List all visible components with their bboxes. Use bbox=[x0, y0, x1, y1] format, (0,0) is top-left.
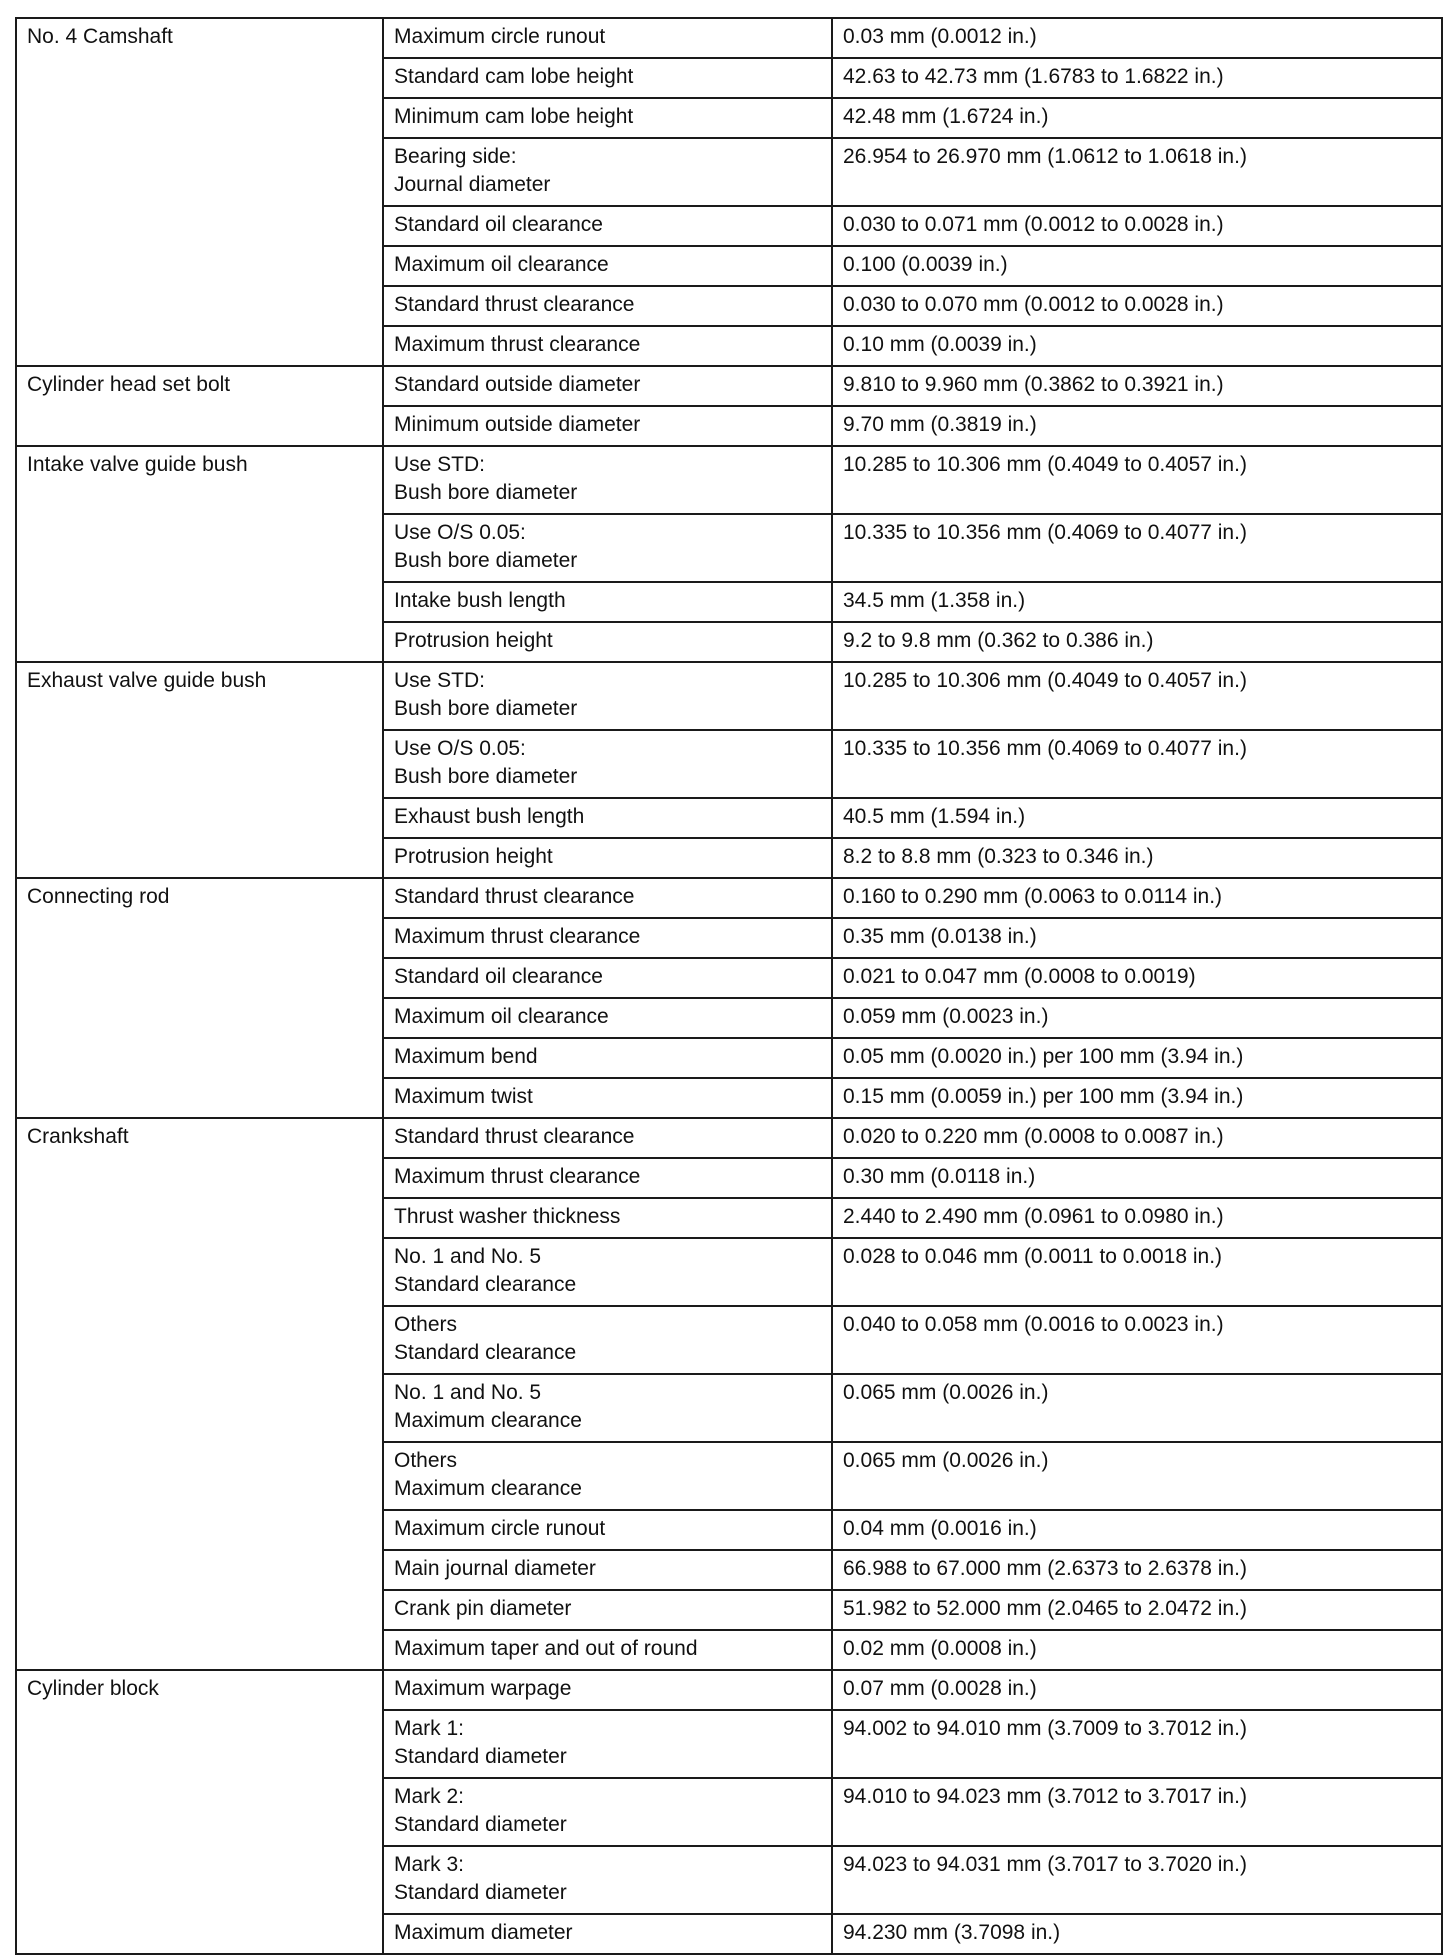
spec-item: No. 1 and No. 5 Maximum clearance bbox=[383, 1374, 832, 1442]
spec-item: Use STD: Bush bore diameter bbox=[383, 662, 832, 730]
spec-item: No. 1 and No. 5 Standard clearance bbox=[383, 1238, 832, 1306]
table-row bbox=[16, 366, 1442, 406]
spec-item: Mark 2: Standard diameter bbox=[383, 1778, 832, 1846]
spec-value: 0.07 mm (0.0028 in.) bbox=[832, 1670, 1442, 1710]
spec-item: Minimum outside diameter bbox=[383, 406, 832, 446]
spec-value: 94.002 to 94.010 mm (3.7009 to 3.7012 in.) bbox=[832, 1710, 1442, 1778]
spec-item: Crank pin diameter bbox=[383, 1590, 832, 1630]
spec-item: Standard cam lobe height bbox=[383, 58, 832, 98]
spec-value: 42.63 to 42.73 mm (1.6783 to 1.6822 in.) bbox=[832, 58, 1442, 98]
spec-value: 26.954 to 26.970 mm (1.0612 to 1.0618 in.) bbox=[832, 138, 1442, 206]
component-name: Cylinder block bbox=[16, 1670, 383, 1954]
spec-value: 94.230 mm (3.7098 in.) bbox=[832, 1914, 1442, 1954]
spec-item: Standard thrust clearance bbox=[383, 286, 832, 326]
spec-item: Protrusion height bbox=[383, 838, 832, 878]
spec-item: Maximum circle runout bbox=[383, 1510, 832, 1550]
spec-item: Maximum thrust clearance bbox=[383, 1158, 832, 1198]
spec-value: 0.028 to 0.046 mm (0.0011 to 0.0018 in.) bbox=[832, 1238, 1442, 1306]
spec-item: Main journal diameter bbox=[383, 1550, 832, 1590]
spec-item: Maximum thrust clearance bbox=[383, 918, 832, 958]
spec-item: Maximum oil clearance bbox=[383, 246, 832, 286]
table-row bbox=[16, 1670, 1442, 1710]
spec-item: Standard oil clearance bbox=[383, 958, 832, 998]
spec-value: 40.5 mm (1.594 in.) bbox=[832, 798, 1442, 838]
spec-item: Maximum bend bbox=[383, 1038, 832, 1078]
spec-value: 9.70 mm (0.3819 in.) bbox=[832, 406, 1442, 446]
spec-value: 0.04 mm (0.0016 in.) bbox=[832, 1510, 1442, 1550]
spec-value: 0.065 mm (0.0026 in.) bbox=[832, 1442, 1442, 1510]
spec-item: Use STD: Bush bore diameter bbox=[383, 446, 832, 514]
table-row bbox=[16, 878, 1442, 918]
spec-value: 9.2 to 9.8 mm (0.362 to 0.386 in.) bbox=[832, 622, 1442, 662]
spec-value: 42.48 mm (1.6724 in.) bbox=[832, 98, 1442, 138]
spec-value: 10.335 to 10.356 mm (0.4069 to 0.4077 in.) bbox=[832, 514, 1442, 582]
spec-item: Others Maximum clearance bbox=[383, 1442, 832, 1510]
spec-value: 2.440 to 2.490 mm (0.0961 to 0.0980 in.) bbox=[832, 1198, 1442, 1238]
spec-value: 0.02 mm (0.0008 in.) bbox=[832, 1630, 1442, 1670]
spec-item: Maximum taper and out of round bbox=[383, 1630, 832, 1670]
spec-item: Maximum twist bbox=[383, 1078, 832, 1118]
spec-value: 0.160 to 0.290 mm (0.0063 to 0.0114 in.) bbox=[832, 878, 1442, 918]
spec-item: Mark 1: Standard diameter bbox=[383, 1710, 832, 1778]
table-row bbox=[16, 662, 1442, 730]
spec-item: Maximum thrust clearance bbox=[383, 326, 832, 366]
specifications-table-body bbox=[16, 18, 1442, 1954]
component-name: Exhaust valve guide bush bbox=[16, 662, 383, 878]
component-name: No. 4 Camshaft bbox=[16, 18, 383, 366]
spec-value: 0.021 to 0.047 mm (0.0008 to 0.0019) bbox=[832, 958, 1442, 998]
spec-value: 0.040 to 0.058 mm (0.0016 to 0.0023 in.) bbox=[832, 1306, 1442, 1374]
spec-value: 8.2 to 8.8 mm (0.323 to 0.346 in.) bbox=[832, 838, 1442, 878]
spec-item: Minimum cam lobe height bbox=[383, 98, 832, 138]
spec-item: Use O/S 0.05: Bush bore diameter bbox=[383, 514, 832, 582]
spec-item: Others Standard clearance bbox=[383, 1306, 832, 1374]
spec-item: Standard thrust clearance bbox=[383, 878, 832, 918]
spec-value: 0.100 (0.0039 in.) bbox=[832, 246, 1442, 286]
spec-item: Mark 3: Standard diameter bbox=[383, 1846, 832, 1914]
spec-value: 0.065 mm (0.0026 in.) bbox=[832, 1374, 1442, 1442]
component-name: Intake valve guide bush bbox=[16, 446, 383, 662]
spec-value: 10.285 to 10.306 mm (0.4049 to 0.4057 in.) bbox=[832, 662, 1442, 730]
spec-value: 10.285 to 10.306 mm (0.4049 to 0.4057 in.) bbox=[832, 446, 1442, 514]
component-name: Crankshaft bbox=[16, 1118, 383, 1670]
spec-value: 0.35 mm (0.0138 in.) bbox=[832, 918, 1442, 958]
spec-item: Thrust washer thickness bbox=[383, 1198, 832, 1238]
spec-value: 0.05 mm (0.0020 in.) per 100 mm (3.94 in.) bbox=[832, 1038, 1442, 1078]
spec-item: Use O/S 0.05: Bush bore diameter bbox=[383, 730, 832, 798]
spec-item: Standard thrust clearance bbox=[383, 1118, 832, 1158]
spec-item: Maximum circle runout bbox=[383, 18, 832, 58]
spec-value: 0.03 mm (0.0012 in.) bbox=[832, 18, 1442, 58]
spec-value: 34.5 mm (1.358 in.) bbox=[832, 582, 1442, 622]
spec-item: Standard outside diameter bbox=[383, 366, 832, 406]
table-row bbox=[16, 18, 1442, 58]
spec-item: Maximum warpage bbox=[383, 1670, 832, 1710]
spec-sheet bbox=[15, 17, 1441, 1955]
component-name: Connecting rod bbox=[16, 878, 383, 1118]
table-row bbox=[16, 446, 1442, 514]
spec-value: 94.010 to 94.023 mm (3.7012 to 3.7017 in.) bbox=[832, 1778, 1442, 1846]
spec-item: Maximum oil clearance bbox=[383, 998, 832, 1038]
spec-value: 0.30 mm (0.0118 in.) bbox=[832, 1158, 1442, 1198]
spec-item: Standard oil clearance bbox=[383, 206, 832, 246]
spec-value: 0.10 mm (0.0039 in.) bbox=[832, 326, 1442, 366]
spec-value: 51.982 to 52.000 mm (2.0465 to 2.0472 in.) bbox=[832, 1590, 1442, 1630]
spec-value: 94.023 to 94.031 mm (3.7017 to 3.7020 in.) bbox=[832, 1846, 1442, 1914]
spec-value: 0.059 mm (0.0023 in.) bbox=[832, 998, 1442, 1038]
spec-item: Exhaust bush length bbox=[383, 798, 832, 838]
spec-item: Bearing side: Journal diameter bbox=[383, 138, 832, 206]
specifications-table bbox=[15, 17, 1443, 1955]
component-name: Cylinder head set bolt bbox=[16, 366, 383, 446]
spec-value: 0.030 to 0.071 mm (0.0012 to 0.0028 in.) bbox=[832, 206, 1442, 246]
spec-value: 9.810 to 9.960 mm (0.3862 to 0.3921 in.) bbox=[832, 366, 1442, 406]
table-row bbox=[16, 1118, 1442, 1158]
spec-value: 66.988 to 67.000 mm (2.6373 to 2.6378 in.) bbox=[832, 1550, 1442, 1590]
spec-value: 0.15 mm (0.0059 in.) per 100 mm (3.94 in.) bbox=[832, 1078, 1442, 1118]
spec-item: Intake bush length bbox=[383, 582, 832, 622]
spec-value: 0.020 to 0.220 mm (0.0008 to 0.0087 in.) bbox=[832, 1118, 1442, 1158]
spec-value: 0.030 to 0.070 mm (0.0012 to 0.0028 in.) bbox=[832, 286, 1442, 326]
spec-item: Protrusion height bbox=[383, 622, 832, 662]
spec-value: 10.335 to 10.356 mm (0.4069 to 0.4077 in.) bbox=[832, 730, 1442, 798]
spec-item: Maximum diameter bbox=[383, 1914, 832, 1954]
